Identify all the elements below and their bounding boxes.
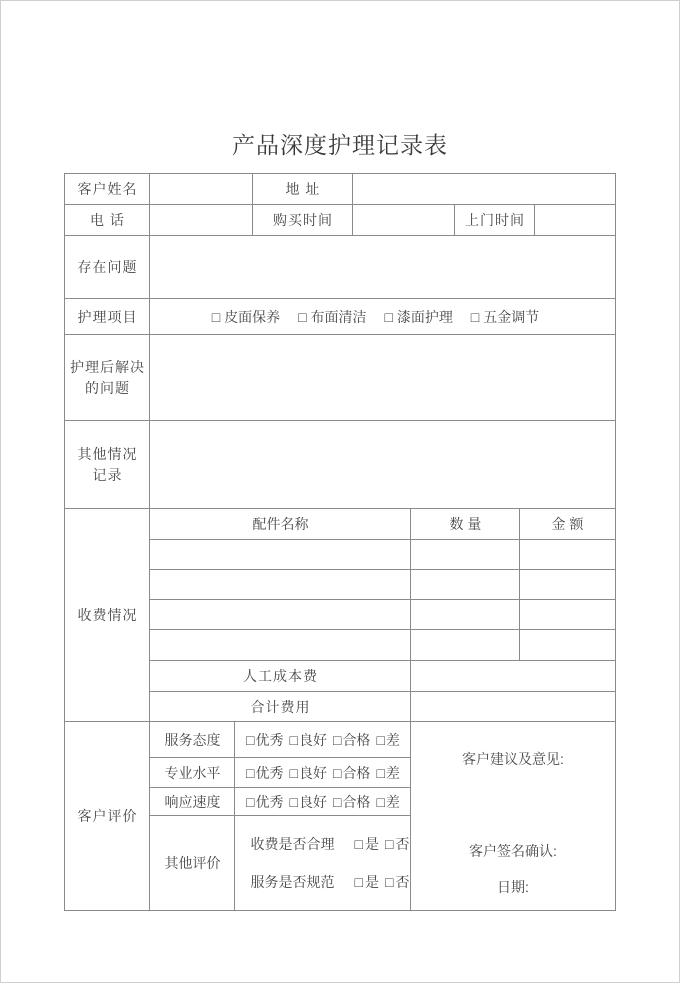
- checkbox-icon: □: [470, 308, 480, 325]
- checkbox-option-poor[interactable]: [376, 732, 399, 748]
- address-field[interactable]: [353, 174, 615, 205]
- option-label: 差: [385, 764, 400, 781]
- option-label: 漆面护理: [396, 308, 453, 325]
- checkbox-icon: □: [332, 731, 342, 748]
- option-label: 是: [364, 836, 379, 852]
- total-cost-label: 合计费用: [150, 692, 411, 722]
- checkbox-option-qualified[interactable]: [333, 765, 370, 781]
- option-label: 否: [395, 874, 410, 890]
- evaluation-section-label: 客户评价: [65, 722, 150, 911]
- option-label: 优秀: [255, 764, 284, 781]
- checkbox-icon: □: [384, 836, 394, 852]
- item-label: 收费是否合理: [250, 836, 335, 852]
- checkbox-icon: □: [332, 764, 342, 781]
- phone-field[interactable]: [150, 205, 253, 236]
- labor-cost-label: 人工成本费: [150, 661, 411, 692]
- row-fee-header: [65, 509, 615, 540]
- row-phone-times: [65, 205, 615, 236]
- checkbox-icon: □: [376, 764, 385, 781]
- option-label: 合格: [342, 793, 371, 810]
- checkbox-icon: □: [384, 874, 394, 890]
- care-record-table: [64, 173, 615, 911]
- checkbox-option-hardware[interactable]: [471, 309, 539, 325]
- part-name-field[interactable]: [150, 570, 411, 600]
- signature-label: 客户签名确认:: [469, 843, 557, 859]
- amount-field[interactable]: [520, 540, 615, 570]
- purchase-time-label: 购买时间: [253, 205, 353, 236]
- option-label: 五金调节: [483, 308, 540, 325]
- suggestion-label: 客户建议及意见:: [462, 751, 564, 767]
- checkbox-icon: □: [354, 874, 363, 890]
- purchase-time-field[interactable]: [353, 205, 455, 236]
- customer-feedback-area[interactable]: [411, 722, 615, 911]
- visit-time-field[interactable]: [535, 205, 615, 236]
- other-evaluation-label: 其他评价: [150, 816, 235, 911]
- fee-reasonable-item: [249, 834, 410, 854]
- option-label: 合格: [342, 764, 371, 781]
- option-label: 良好: [298, 764, 327, 781]
- customer-name-label: 客户姓名: [65, 174, 150, 205]
- checkbox-option-good[interactable]: [290, 732, 327, 748]
- rating-row-label: 专业水平: [150, 758, 235, 788]
- checkbox-icon: □: [298, 308, 307, 325]
- checkbox-option-leather[interactable]: [212, 309, 280, 325]
- item-label: 服务是否规范: [250, 874, 335, 890]
- option-label: 布面清洁: [310, 308, 367, 325]
- phone-label: 电 话: [65, 205, 150, 236]
- checkbox-option-qualified[interactable]: [333, 732, 370, 748]
- customer-name-field[interactable]: [150, 174, 253, 205]
- rating-row-label: 服务态度: [150, 722, 235, 758]
- address-label: 地 址: [253, 174, 353, 205]
- checkbox-icon: □: [246, 764, 255, 781]
- option-label: 合格: [342, 731, 371, 748]
- option-label: 差: [385, 793, 400, 810]
- checkbox-option-no[interactable]: [379, 874, 409, 890]
- quantity-field[interactable]: [411, 630, 520, 661]
- quantity-field[interactable]: [411, 570, 520, 600]
- service-standard-item: [249, 872, 410, 892]
- checkbox-option-yes[interactable]: [349, 836, 379, 852]
- amount-field[interactable]: [520, 570, 615, 600]
- checkbox-option-good[interactable]: [290, 794, 327, 810]
- checkbox-option-excellent[interactable]: [246, 765, 283, 781]
- fees-section-label: 收费情况: [65, 509, 150, 722]
- row-other-records: [65, 421, 615, 509]
- option-label: 良好: [298, 793, 327, 810]
- part-name-field[interactable]: [150, 540, 411, 570]
- quantity-header: 数 量: [411, 509, 520, 540]
- checkbox-icon: □: [289, 764, 298, 781]
- checkbox-option-no[interactable]: [379, 836, 409, 852]
- total-cost-field[interactable]: [411, 692, 615, 722]
- checkbox-option-poor[interactable]: [376, 765, 399, 781]
- checkbox-option-yes[interactable]: [349, 874, 379, 890]
- row-care-items: [65, 299, 615, 335]
- rating-options: [235, 788, 411, 816]
- checkbox-icon: □: [332, 793, 342, 810]
- checkbox-option-excellent[interactable]: [246, 732, 283, 748]
- checkbox-option-qualified[interactable]: [333, 794, 370, 810]
- checkbox-icon: □: [376, 793, 385, 810]
- rating-row-label: 响应速度: [150, 788, 235, 816]
- amount-field[interactable]: [520, 600, 615, 630]
- row-problems: [65, 236, 615, 299]
- amount-field[interactable]: [520, 630, 615, 661]
- checkbox-option-fabric[interactable]: [298, 309, 366, 325]
- checkbox-option-paint[interactable]: [384, 309, 452, 325]
- labor-cost-field[interactable]: [411, 661, 615, 692]
- checkbox-icon: □: [246, 731, 255, 748]
- part-name-header: 配件名称: [150, 509, 411, 540]
- option-label: 皮面保养: [224, 308, 281, 325]
- checkbox-icon: □: [289, 793, 298, 810]
- visit-time-label: 上门时间: [455, 205, 535, 236]
- form-title: 产品深度护理记录表: [232, 132, 448, 158]
- checkbox-option-good[interactable]: [290, 765, 327, 781]
- problems-label: 存在问题: [65, 236, 150, 299]
- option-label: 差: [385, 731, 400, 748]
- rating-options: [235, 722, 411, 758]
- checkbox-option-excellent[interactable]: [246, 794, 283, 810]
- amount-header: 金 额: [520, 509, 615, 540]
- checkbox-icon: □: [211, 308, 221, 325]
- checkbox-icon: □: [354, 836, 363, 852]
- part-name-field[interactable]: [150, 600, 411, 630]
- care-items-options: [150, 299, 615, 335]
- other-records-label: 其他情况 记录: [65, 421, 150, 509]
- checkbox-icon: □: [246, 793, 255, 810]
- option-label: 优秀: [255, 793, 284, 810]
- row-solved-problems: [65, 335, 615, 421]
- option-label: 优秀: [255, 731, 284, 748]
- quantity-field[interactable]: [411, 540, 520, 570]
- solved-problems-field[interactable]: [150, 335, 615, 421]
- problems-field[interactable]: [150, 236, 615, 299]
- checkbox-icon: □: [376, 731, 385, 748]
- checkbox-icon: □: [289, 731, 298, 748]
- date-label: 日期:: [497, 879, 529, 895]
- option-label: 否: [395, 836, 410, 852]
- option-label: 是: [364, 874, 379, 890]
- checkbox-option-poor[interactable]: [376, 794, 399, 810]
- part-name-field[interactable]: [150, 630, 411, 661]
- option-label: 良好: [298, 731, 327, 748]
- row-customer-address: [65, 174, 615, 205]
- quantity-field[interactable]: [411, 600, 520, 630]
- solved-problems-label: 护理后解决 的问题: [65, 335, 150, 421]
- other-records-field[interactable]: [150, 421, 615, 509]
- rating-options: [235, 758, 411, 788]
- other-evaluation-items: [235, 816, 411, 911]
- row-rating-service-attitude: [65, 722, 615, 758]
- care-items-label: 护理项目: [65, 299, 150, 335]
- checkbox-icon: □: [384, 308, 393, 325]
